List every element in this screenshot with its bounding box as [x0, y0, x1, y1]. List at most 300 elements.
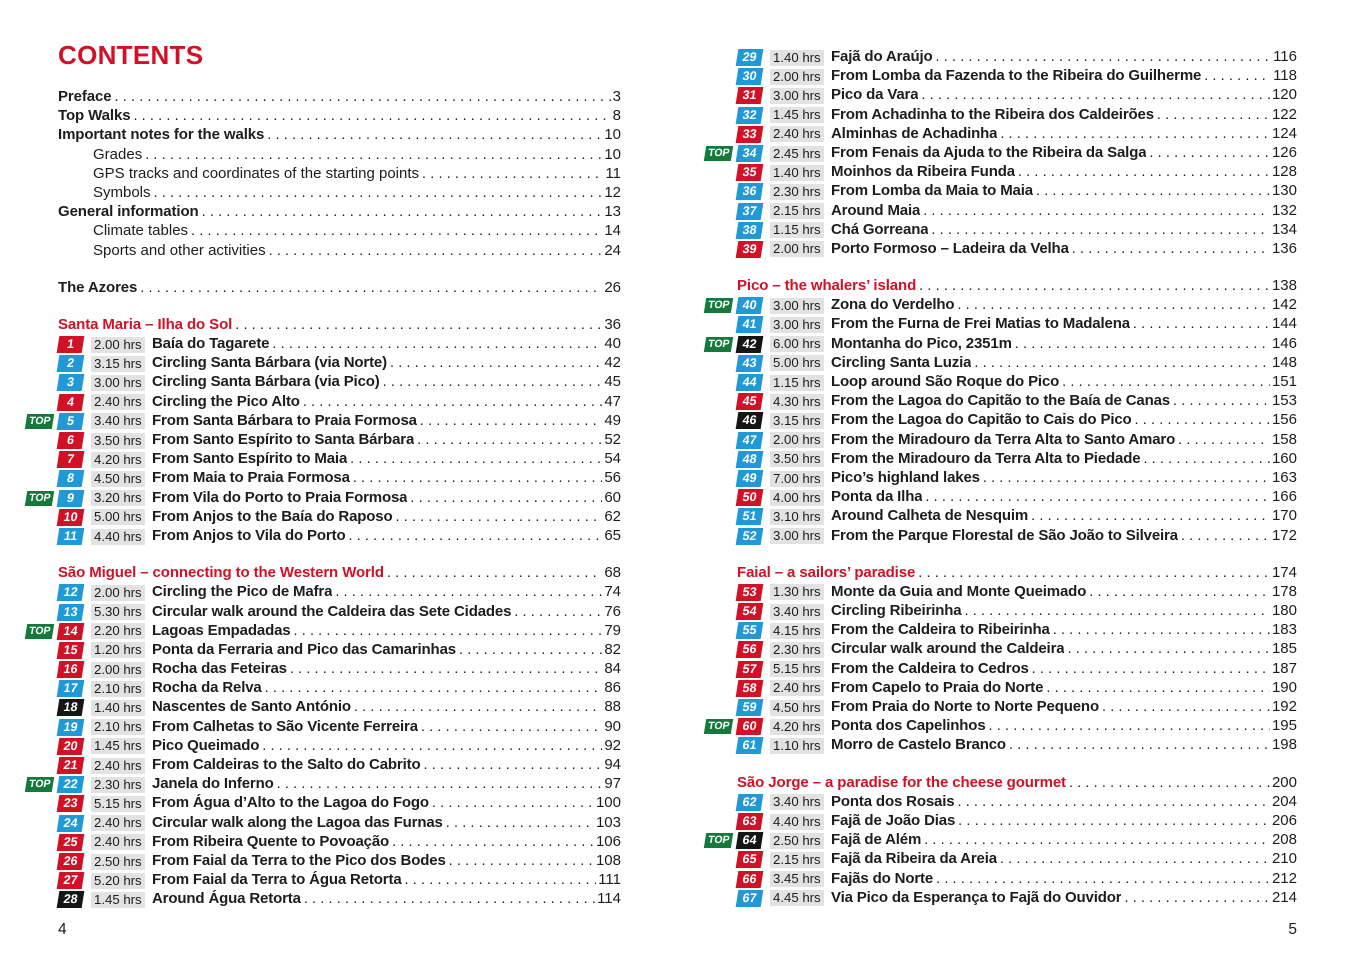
walk-title: From Santo Espírito to Santa Bárbara [152, 431, 415, 448]
walk-row [58, 641, 621, 660]
top-badge: TOP [704, 719, 734, 734]
toc-entry-label: General information [58, 203, 199, 221]
walk-duration: 3.00 hrs [770, 298, 824, 314]
walk-page-number: 54 [604, 450, 621, 468]
toc-entry-page: 26 [604, 278, 621, 296]
dot-leader [936, 871, 1270, 887]
dot-leader [387, 565, 602, 581]
walk-title: Rocha da Relva [152, 679, 262, 697]
dot-leader [1143, 451, 1270, 467]
walk-page-number: 100 [595, 794, 621, 812]
dot-leader [383, 374, 603, 390]
walk-duration: 2.50 hrs [770, 833, 824, 849]
dot-leader [1157, 107, 1270, 123]
walk-number-badge: 63 [736, 813, 764, 830]
walk-page-number: 56 [604, 469, 621, 487]
walk-title: Fajãs do Norte [831, 869, 934, 887]
walk-number-badge: 67 [736, 890, 764, 907]
walk-page-number: 40 [604, 335, 621, 353]
walk-title: From Achadinha to the Ribeira dos Caldeirões [831, 105, 1154, 123]
walk-page-number: 52 [604, 431, 621, 448]
walk-row [28, 411, 621, 431]
walk-row [58, 660, 621, 679]
walk-title: From the Caldeira to Cedros [831, 659, 1029, 677]
walk-number-badge: 42 [736, 336, 764, 353]
dot-leader [936, 49, 1272, 65]
walk-duration: 2.40 hrs [91, 834, 145, 850]
walk-row [28, 621, 621, 641]
walk-duration: 3.45 hrs [770, 871, 824, 887]
walk-number-badge: 1 [57, 336, 85, 353]
walk-duration: 1.15 hrs [770, 375, 824, 391]
walk-title: Fajã da Ribeira da Areia [831, 850, 997, 868]
walk-title: From the Miradouro da Terra Alta to Piedade [831, 449, 1141, 467]
walk-row [58, 737, 621, 756]
walk-duration: 4.40 hrs [91, 529, 145, 545]
walk-page-number: 97 [604, 775, 621, 793]
walk-title: Fajã de Além [831, 831, 922, 849]
walk-title: Circling the Pico Alto [152, 392, 300, 410]
toc-entry-label: The Azores [58, 278, 138, 296]
walk-number-badge: 21 [57, 757, 85, 774]
walk-number-badge: 12 [57, 584, 85, 601]
walk-title: Via Pico da Esperança to Fajã do Ouvidor [831, 888, 1122, 906]
walk-page-number: 45 [604, 373, 621, 391]
walk-number-badge: 20 [57, 738, 85, 755]
walk-number-badge: 6 [57, 432, 85, 449]
section-heading [737, 277, 1297, 296]
walk-page-number: 183 [1271, 621, 1297, 639]
walk-row [737, 736, 1297, 755]
dot-leader [921, 87, 1270, 103]
walk-page-number: 151 [1271, 373, 1297, 390]
walk-duration: 2.15 hrs [770, 203, 824, 219]
toc-block [58, 88, 621, 261]
top-badge: TOP [25, 624, 55, 639]
walk-page-number: 190 [1271, 678, 1297, 696]
walk-page-number: 160 [1271, 449, 1297, 467]
walk-page-number: 118 [1273, 67, 1297, 85]
dot-leader [1032, 661, 1270, 677]
walk-row [58, 393, 621, 412]
walk-duration: 2.40 hrs [91, 815, 145, 831]
walk-title: From Ribeira Quente to Povoação [152, 832, 390, 850]
walk-duration: 1.20 hrs [91, 642, 145, 658]
dot-leader [1069, 775, 1270, 791]
walk-number-badge: 10 [57, 509, 85, 526]
dot-leader [335, 584, 602, 600]
walk-duration: 3.40 hrs [91, 413, 145, 429]
walk-duration: 2.30 hrs [91, 777, 145, 793]
walk-title: From Capelo to Praia do Norte [831, 678, 1044, 696]
walk-page-number: 210 [1271, 850, 1297, 868]
walk-row [58, 603, 621, 622]
dot-leader [925, 489, 1270, 505]
toc-entry [58, 88, 621, 107]
dot-leader [931, 222, 1270, 238]
dot-leader [304, 891, 595, 907]
toc-entry-label: Important notes for the walks [58, 126, 265, 144]
walk-row [737, 125, 1297, 144]
toc-entry-label: Preface [58, 88, 112, 105]
walk-number-badge: 59 [736, 699, 764, 716]
walk-number-badge: 18 [57, 699, 85, 716]
walk-row [58, 871, 621, 890]
walk-duration: 5.15 hrs [91, 796, 145, 812]
walk-row [58, 698, 621, 717]
dot-leader [191, 223, 602, 239]
walk-number-badge: 8 [57, 470, 85, 487]
dot-leader [145, 147, 602, 163]
walk-row [58, 373, 621, 392]
dot-leader [974, 355, 1270, 371]
dot-leader [1036, 183, 1270, 199]
section-heading [737, 564, 1297, 583]
dot-leader [422, 166, 603, 182]
walk-page-number: 86 [604, 679, 621, 697]
dot-leader [957, 794, 1270, 810]
section-heading [737, 774, 1297, 793]
toc-entry [58, 107, 621, 126]
walk-duration: 3.40 hrs [770, 794, 824, 810]
top-badge: TOP [704, 298, 734, 313]
walk-title: From Vila do Porto to Praia Formosa [152, 488, 408, 506]
walk-duration: 2.40 hrs [770, 680, 824, 696]
walk-title: Loop around São Roque do Pico [831, 373, 1060, 390]
walk-title: Around Água Retorta [152, 890, 301, 908]
dot-leader [1015, 336, 1270, 352]
walk-title: Nascentes de Santo António [152, 698, 351, 716]
walk-duration: 4.00 hrs [770, 490, 824, 506]
walk-number-badge: 14 [57, 623, 85, 640]
walk-number-badge: 22 [57, 776, 85, 793]
dot-leader [290, 661, 602, 677]
walk-page-number: 134 [1271, 220, 1297, 238]
walk-number-badge: 9 [57, 490, 85, 507]
top-badge: TOP [25, 414, 55, 429]
section-heading-label: São Jorge – a paradise for the cheese gourmet [737, 773, 1066, 791]
walk-row [737, 67, 1297, 86]
walk-duration: 3.50 hrs [91, 433, 145, 449]
walk-page-number: 148 [1271, 353, 1297, 371]
walk-duration: 1.40 hrs [770, 50, 824, 66]
walk-title: Circling the Pico de Mafra [152, 583, 333, 601]
left-column [28, 88, 621, 910]
walk-row [737, 527, 1297, 546]
section-heading-page: 68 [604, 564, 621, 582]
dot-leader [459, 642, 602, 658]
walk-page-number: 122 [1271, 105, 1297, 123]
walk-number-badge: 29 [736, 49, 764, 66]
walk-row [737, 507, 1297, 526]
walk-page-number: 62 [604, 507, 621, 525]
dot-leader [420, 413, 602, 429]
walk-row [737, 86, 1297, 105]
walk-number-badge: 28 [57, 891, 85, 908]
walk-page-number: 128 [1271, 163, 1297, 181]
walk-duration: 3.00 hrs [770, 528, 824, 544]
walk-number-badge: 47 [736, 432, 764, 449]
dot-leader [1181, 528, 1270, 544]
walk-duration: 2.45 hrs [770, 146, 824, 162]
walk-duration: 1.15 hrs [770, 222, 824, 238]
walk-page-number: 116 [1273, 48, 1297, 65]
toc-entry-label: Top Walks [58, 107, 131, 125]
walk-duration: 1.45 hrs [91, 892, 145, 908]
walks-block [707, 48, 1297, 259]
dot-leader [396, 509, 603, 525]
walk-row [58, 852, 621, 871]
walk-number-badge: 13 [57, 604, 85, 621]
walk-row [58, 508, 621, 527]
walk-number-badge: 17 [57, 680, 85, 697]
dot-leader [1135, 412, 1270, 428]
walk-row [707, 831, 1297, 850]
walk-title: Pico Queimado [152, 736, 260, 754]
walk-number-badge: 31 [736, 87, 764, 104]
walk-number-badge: 7 [57, 451, 85, 468]
walk-page-number: 178 [1271, 582, 1297, 600]
section-heading-page: 138 [1271, 277, 1297, 295]
toc-entry-label: Climate tables [93, 222, 189, 240]
walk-row [737, 488, 1297, 507]
dot-leader [1046, 680, 1270, 696]
dot-leader [410, 490, 602, 506]
walk-title: Ponta da Ilha [831, 488, 923, 506]
walk-duration: 2.00 hrs [91, 662, 145, 678]
walk-number-badge: 15 [57, 642, 85, 659]
walk-number-badge: 35 [736, 164, 764, 181]
walk-number-badge: 23 [57, 795, 85, 812]
walk-number-badge: 61 [736, 737, 764, 754]
walk-number-badge: 3 [57, 374, 85, 391]
dot-leader [1173, 393, 1270, 409]
walk-page-number: 84 [604, 660, 621, 678]
walk-duration: 3.15 hrs [770, 413, 824, 429]
walk-number-badge: 34 [736, 145, 764, 162]
walk-number-badge: 65 [736, 851, 764, 868]
walk-number-badge: 44 [736, 374, 764, 391]
walk-row [737, 202, 1297, 221]
walk-title: From Calhetas to São Vicente Ferreira [152, 717, 418, 735]
section-heading [58, 316, 621, 335]
walk-title: From Faial da Terra to Água Retorta [152, 871, 402, 889]
page-number-left: 4 [58, 921, 67, 938]
walk-row [58, 450, 621, 469]
walk-page-number: 88 [604, 698, 621, 716]
dot-leader [417, 432, 602, 448]
walk-page-number: 185 [1271, 640, 1297, 658]
walk-row [737, 48, 1297, 67]
walk-number-badge: 52 [736, 528, 764, 545]
walk-duration: 7.00 hrs [770, 471, 824, 487]
toc-block [58, 279, 621, 298]
walk-page-number: 65 [604, 526, 621, 544]
walk-page-number: 158 [1271, 430, 1297, 448]
dot-leader [115, 89, 611, 105]
walk-number-badge: 37 [736, 203, 764, 220]
walk-duration: 2.20 hrs [91, 623, 145, 639]
walk-title: Fajã de João Dias [831, 811, 956, 829]
dot-leader [392, 834, 594, 850]
dot-leader [1204, 68, 1271, 84]
walk-row [58, 833, 621, 852]
dot-leader [265, 680, 603, 696]
dot-leader [354, 699, 602, 715]
walk-duration: 1.10 hrs [770, 738, 824, 754]
walk-duration: 4.30 hrs [770, 394, 824, 410]
walk-row [737, 889, 1297, 908]
walk-number-badge: 46 [736, 412, 764, 429]
walk-row [737, 240, 1297, 259]
walk-number-badge: 53 [736, 584, 764, 601]
walk-number-badge: 36 [736, 183, 764, 200]
walk-title: Ponta da Ferraria and Pico das Camarinhas [152, 640, 456, 658]
walk-number-badge: 62 [736, 794, 764, 811]
walk-page-number: 94 [604, 756, 621, 773]
walk-number-badge: 11 [57, 528, 85, 545]
walk-title: From Água d’Alto to the Lagoa do Fogo [152, 794, 429, 812]
walk-page-number: 108 [595, 851, 621, 869]
walk-page-number: 163 [1271, 468, 1297, 486]
walk-duration: 2.10 hrs [91, 681, 145, 697]
walk-duration: 6.00 hrs [770, 336, 824, 352]
dot-leader [202, 204, 603, 220]
dot-leader [1149, 145, 1270, 161]
walk-page-number: 208 [1271, 831, 1297, 849]
walk-duration: 5.15 hrs [770, 661, 824, 677]
walk-page-number: 180 [1271, 602, 1297, 620]
dot-leader [350, 451, 602, 467]
section-heading [58, 564, 621, 583]
top-badge: TOP [25, 777, 55, 792]
walk-page-number: 42 [604, 354, 621, 372]
dot-leader [957, 297, 1270, 313]
section-heading-page: 200 [1271, 773, 1297, 791]
walk-duration: 3.00 hrs [770, 317, 824, 333]
walk-title: From the Lagoa do Capitão to the Baía de Canas [831, 392, 1170, 410]
toc-entry-page: 11 [605, 164, 621, 182]
walk-title: Rocha das Feteiras [152, 660, 287, 678]
walk-row [737, 392, 1297, 411]
toc-entry-page: 14 [604, 222, 621, 240]
walk-number-badge: 58 [736, 680, 764, 697]
walk-duration: 2.40 hrs [91, 758, 145, 774]
walk-duration: 5.00 hrs [91, 509, 145, 525]
walk-row [707, 143, 1297, 163]
top-badge: TOP [25, 491, 55, 506]
walk-duration: 3.20 hrs [91, 490, 145, 506]
walk-duration: 4.40 hrs [770, 814, 824, 830]
toc-entry-label: Symbols [93, 183, 151, 201]
toc-entry [58, 146, 621, 165]
dot-leader [262, 738, 602, 754]
walk-number-badge: 43 [736, 355, 764, 372]
walk-title: From the Miradouro da Terra Alta to Santo Amaro [831, 430, 1176, 448]
walk-title: Pico da Vara [831, 86, 919, 104]
walk-row [58, 469, 621, 488]
walk-row [737, 660, 1297, 679]
walk-number-badge: 49 [736, 470, 764, 487]
dot-leader [1133, 316, 1270, 332]
toc-entry [58, 242, 621, 261]
walk-duration: 4.45 hrs [770, 890, 824, 906]
section-block [707, 277, 1297, 546]
section-block [707, 773, 1297, 908]
walk-title: Circular walk along the Lagoa das Furnas [152, 813, 443, 831]
walk-duration: 1.45 hrs [770, 107, 824, 123]
walk-number-badge: 57 [736, 661, 764, 678]
dot-leader [293, 623, 602, 639]
walk-title: From Santa Bárbara to Praia Formosa [152, 411, 417, 429]
dot-leader [390, 355, 602, 371]
walk-row [58, 431, 621, 450]
walk-page-number: 92 [604, 736, 621, 754]
walk-title: Alminhas de Achadinha [831, 124, 998, 142]
walk-page-number: 206 [1271, 811, 1297, 829]
dot-leader [269, 243, 603, 259]
top-badge: TOP [704, 146, 734, 161]
walk-title: Moinhos da Ribeira Funda [831, 163, 1015, 181]
walk-title: Around Maia [831, 201, 921, 219]
dot-leader [446, 815, 594, 831]
contents-title: CONTENTS [58, 40, 204, 70]
walk-page-number: 120 [1271, 86, 1297, 104]
walk-title: Zona do Verdelho [831, 296, 955, 314]
walk-page-number: 90 [604, 717, 621, 735]
walk-row [707, 296, 1297, 315]
toc-entry-page: 10 [604, 126, 621, 144]
walk-duration: 5.20 hrs [91, 873, 145, 889]
dot-leader [1089, 584, 1270, 600]
walk-number-badge: 66 [736, 871, 764, 888]
dot-leader [1053, 622, 1270, 638]
walk-page-number: 111 [598, 871, 621, 889]
dot-leader [1072, 241, 1270, 257]
walk-page-number: 146 [1271, 334, 1297, 352]
walk-title: Baía do Tagarete [152, 335, 270, 353]
walk-page-number: 79 [604, 621, 621, 639]
walk-number-badge: 55 [736, 622, 764, 639]
section-block [707, 563, 1297, 756]
walk-title: From the Lagoa do Capitão to Cais do Pico [831, 411, 1132, 429]
walk-title: Circular walk around the Caldeira das Sete Cidades [152, 602, 512, 620]
toc-entry [58, 222, 621, 241]
walk-duration: 3.00 hrs [91, 375, 145, 391]
dot-leader [1000, 126, 1270, 142]
walk-number-badge: 24 [57, 815, 85, 832]
walk-page-number: 114 [597, 890, 621, 908]
dot-leader [965, 603, 1270, 619]
walk-row [707, 717, 1297, 736]
walk-page-number: 49 [604, 411, 621, 429]
walk-row [58, 583, 621, 602]
dot-leader [348, 528, 602, 544]
walk-page-number: 195 [1271, 717, 1297, 735]
dot-leader [1062, 374, 1270, 390]
walk-page-number: 74 [604, 583, 621, 601]
walk-title: Janela do Inferno [152, 775, 274, 793]
walk-duration: 1.30 hrs [770, 584, 824, 600]
toc-entry [58, 279, 621, 298]
dot-leader [923, 203, 1270, 219]
dot-leader [919, 278, 1270, 294]
walk-row [737, 583, 1297, 602]
dot-leader [277, 776, 603, 792]
dot-leader [1102, 699, 1270, 715]
walk-page-number: 124 [1271, 124, 1297, 142]
walk-number-badge: 5 [57, 413, 85, 430]
